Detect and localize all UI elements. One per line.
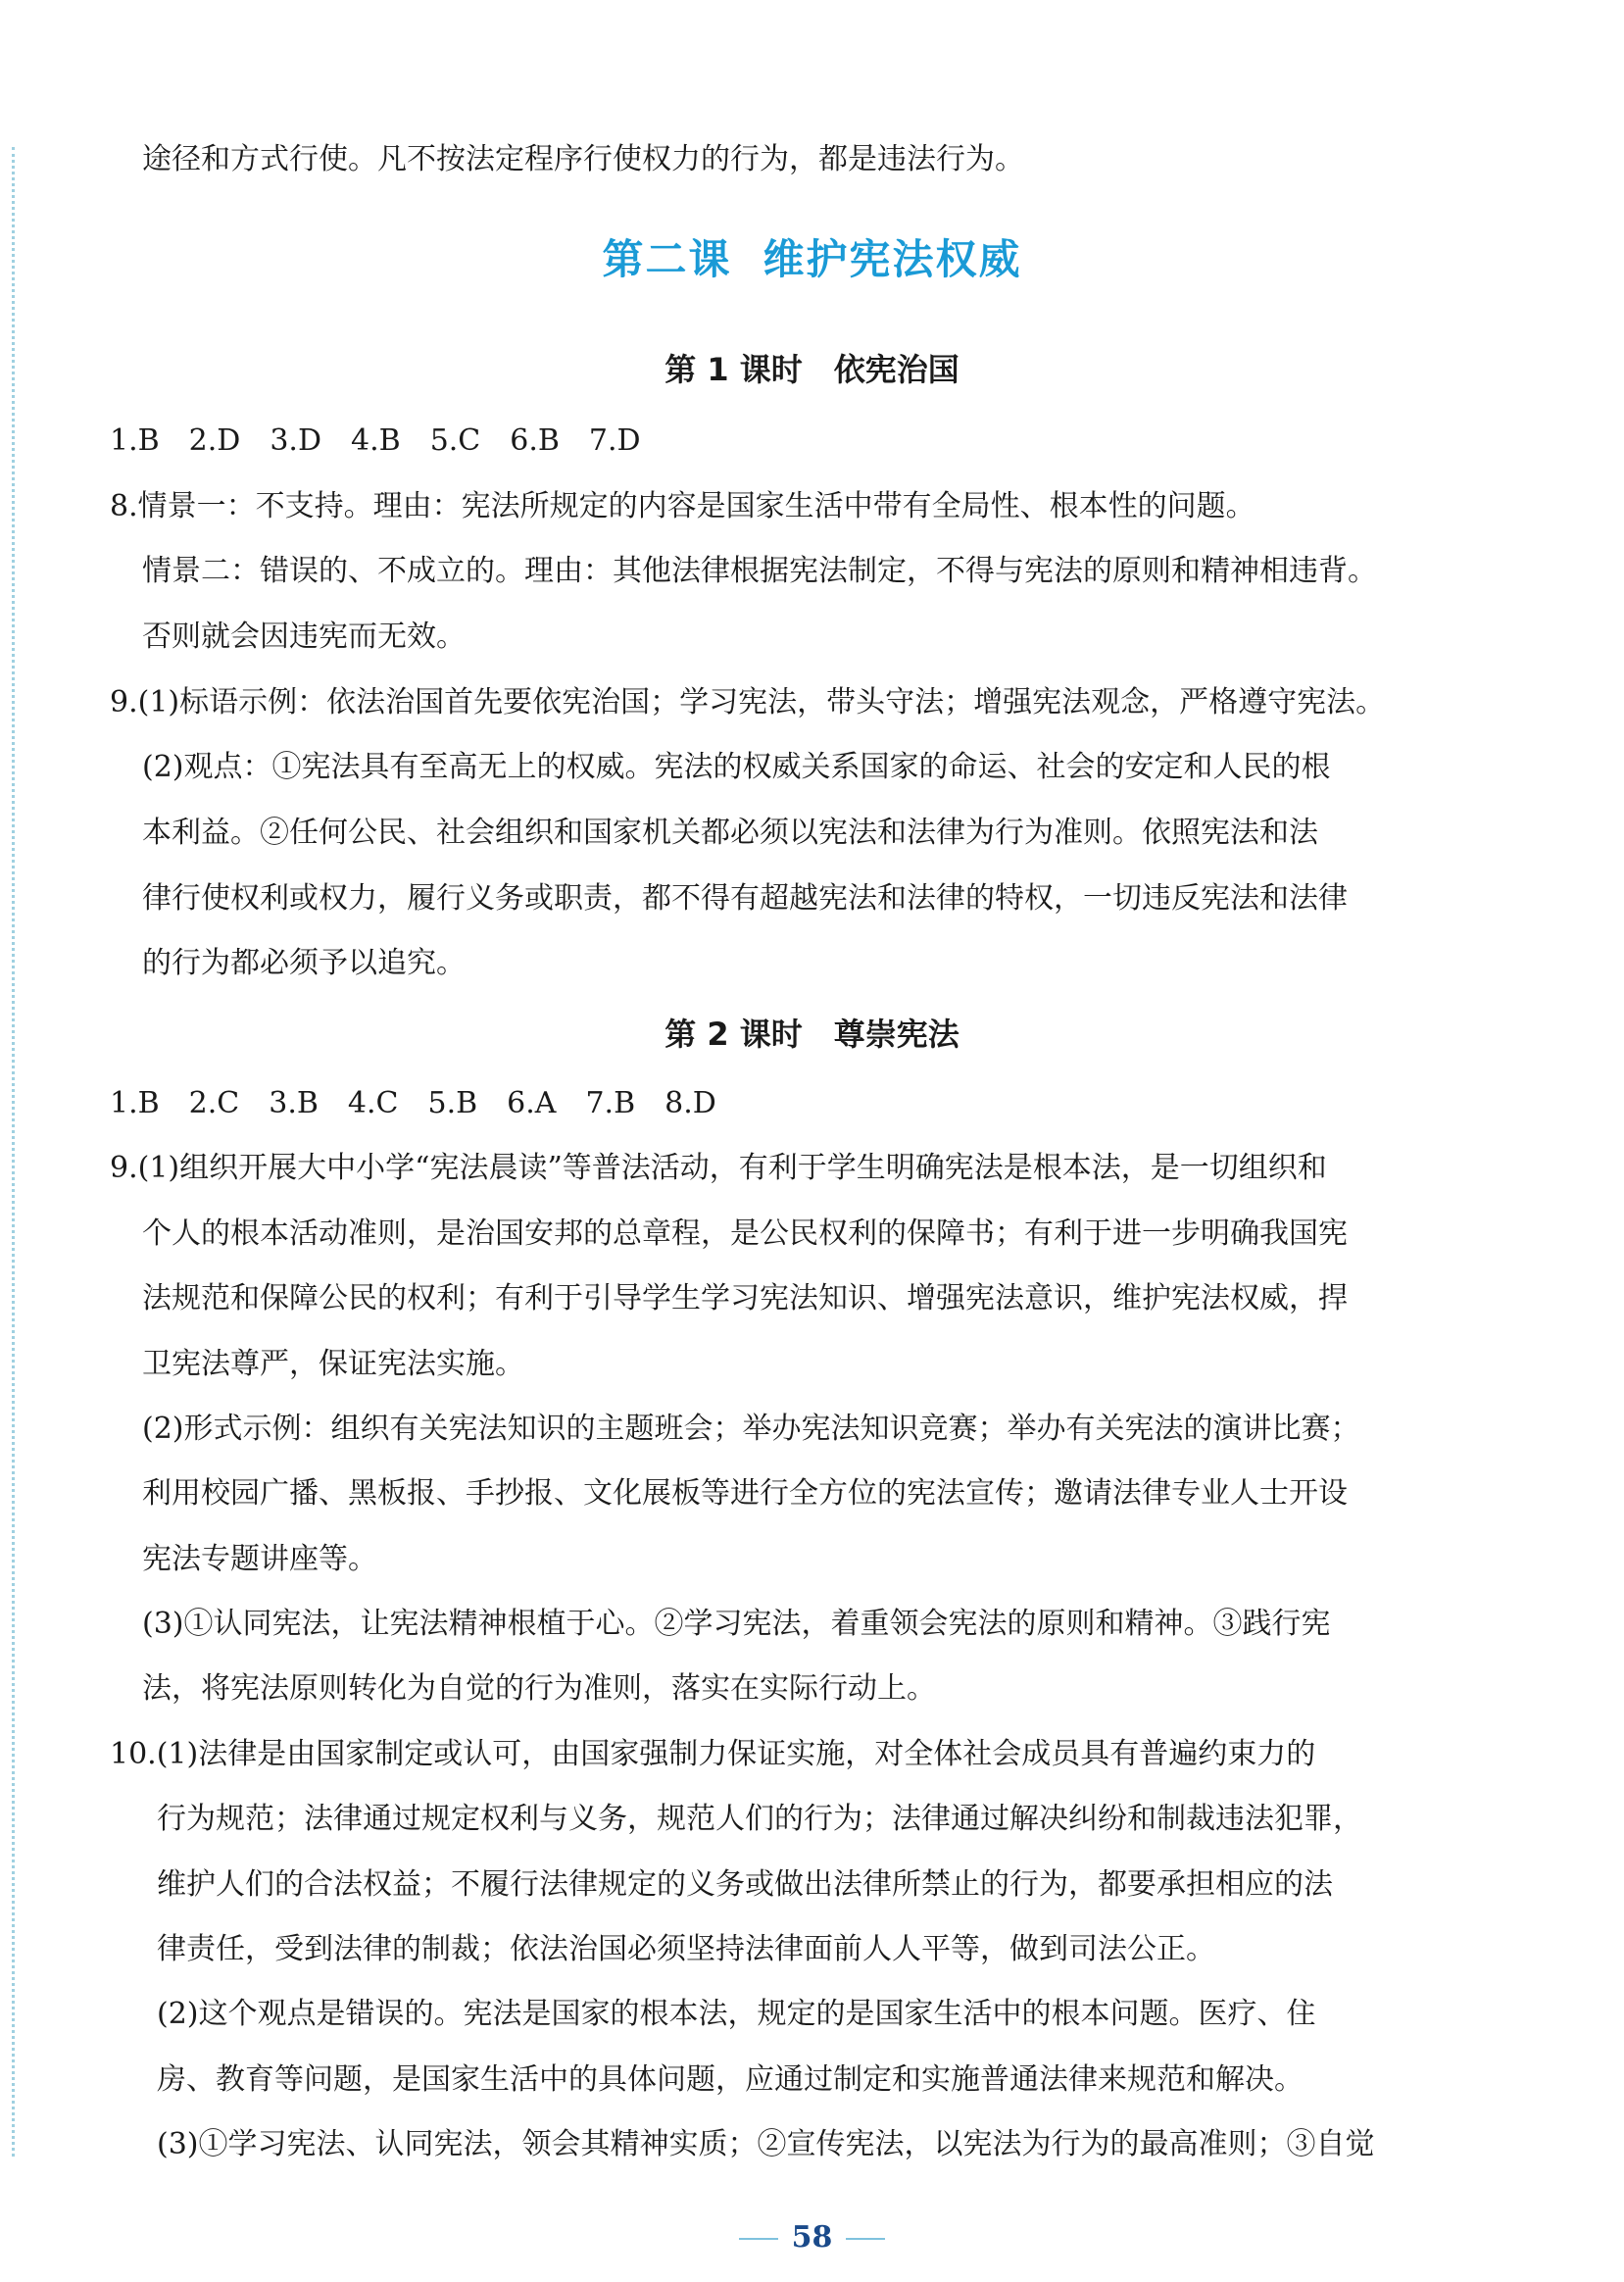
answer-line: 利用校园广播、黑板报、手抄报、文化展板等进行全方位的宪法宣传；邀请法律专业人士开设 (142, 1476, 1348, 1511)
answer-line: (3)①学习宪法、认同宪法，领会其精神实质；②宣传宪法，以宪法为行为的最高准则；③自觉 (157, 2127, 1375, 2161)
margin-dotted-line (12, 147, 19, 2157)
section-2-period: 第 2 课时 (664, 1016, 803, 1053)
lesson-number: 第二课 (602, 235, 732, 283)
answer-line: 8.情景一：不支持。理由：宪法所规定的内容是国家生活中带有全局性、根本性的问题。 (110, 489, 1255, 523)
page-number (0, 2220, 1624, 2255)
page-number-dash-left (739, 2238, 778, 2240)
answer-line: 1.B 2.D 3.D 4.B 5.C 6.B 7.D (110, 423, 641, 458)
section-heading-2 (0, 1010, 1624, 1055)
section-1-topic: 依宪治国 (833, 351, 960, 388)
answer-line: 10.(1)法律是由国家制定或认可，由国家强制力保证实施，对全体社会成员具有普遍约束力的 (110, 1737, 1316, 1771)
answer-line: 宪法专题讲座等。 (142, 1542, 377, 1576)
answer-line: 9.(1)组织开展大中小学“宪法晨读”等普法活动，有利于学生明确宪法是根本法，是一切组织和 (110, 1151, 1327, 1185)
page-number-value: 58 (791, 2220, 833, 2255)
answer-line: 9.(1)标语示例：依法治国首先要依宪治国；学习宪法，带头守法；增强宪法观念，严格遵守宪法。 (110, 685, 1386, 719)
answer-line: (2)观点：①宪法具有至高无上的权威。宪法的权威关系国家的命运、社会的安定和人民的根 (142, 750, 1331, 784)
section-1-period: 第 1 课时 (664, 351, 803, 388)
lesson-title (0, 227, 1624, 286)
answer-line: (2)形式示例：组织有关宪法知识的主题班会；举办宪法知识竞赛；举办有关宪法的演讲比赛； (142, 1412, 1360, 1446)
page-number-dash-right (846, 2238, 885, 2240)
answer-line: 的行为都必须予以追究。 (142, 946, 466, 980)
answer-line: 法规范和保障公民的权利；有利于引导学生学习宪法知识、增强宪法意识，维护宪法权威，捍 (142, 1281, 1348, 1315)
answer-line: 情景二：错误的、不成立的。理由：其他法律根据宪法制定，不得与宪法的原则和精神相违背。 (142, 554, 1377, 588)
section-2-topic: 尊崇宪法 (833, 1016, 960, 1053)
answer-line: 本利益。②任何公民、社会组织和国家机关都必须以宪法和法律为行为准则。依照宪法和法 (142, 816, 1318, 850)
answer-line: (2)这个观点是错误的。宪法是国家的根本法，规定的是国家生活中的根本问题。医疗、住 (157, 1997, 1316, 2031)
answer-line: 法，将宪法原则转化为自觉的行为准则，落实在实际行动上。 (142, 1671, 936, 1706)
answer-line: 房、教育等问题，是国家生活中的具体问题，应通过制定和实施普通法律来规范和解决。 (157, 2062, 1304, 2097)
answer-line: 行为规范；法律通过规定权利与义务，规范人们的行为；法律通过解决纠纷和制裁违法犯罪， (157, 1802, 1362, 1836)
answer-line: 否则就会因违宪而无效。 (142, 620, 466, 654)
answer-line: 律行使权利或权力，履行义务或职责，都不得有超越宪法和法律的特权，一切违反宪法和法律 (142, 881, 1348, 916)
answer-line: 律责任，受到法律的制裁；依法治国必须坚持法律面前人人平等，做到司法公正。 (157, 1932, 1215, 1966)
answer-line: 维护人们的合法权益；不履行法律规定的义务或做出法律所禁止的行为，都要承担相应的法 (157, 1867, 1333, 1902)
section-heading-1 (0, 345, 1624, 390)
answer-line: 个人的根本活动准则，是治国安邦的总章程，是公民权利的保障书；有利于进一步明确我国宪 (142, 1216, 1348, 1251)
answer-line: 1.B 2.C 3.B 4.C 5.B 6.A 7.B 8.D (110, 1086, 716, 1120)
answer-line: 卫宪法尊严，保证宪法实施。 (142, 1347, 524, 1381)
answer-line: (3)①认同宪法，让宪法精神根植于心。②学习宪法，着重领会宪法的原则和精神。③践行宪 (142, 1607, 1331, 1641)
intro-line: 途径和方式行使。凡不按法定程序行使权力的行为，都是违法行为。 (142, 142, 1024, 176)
lesson-name: 维护宪法权威 (763, 235, 1022, 283)
